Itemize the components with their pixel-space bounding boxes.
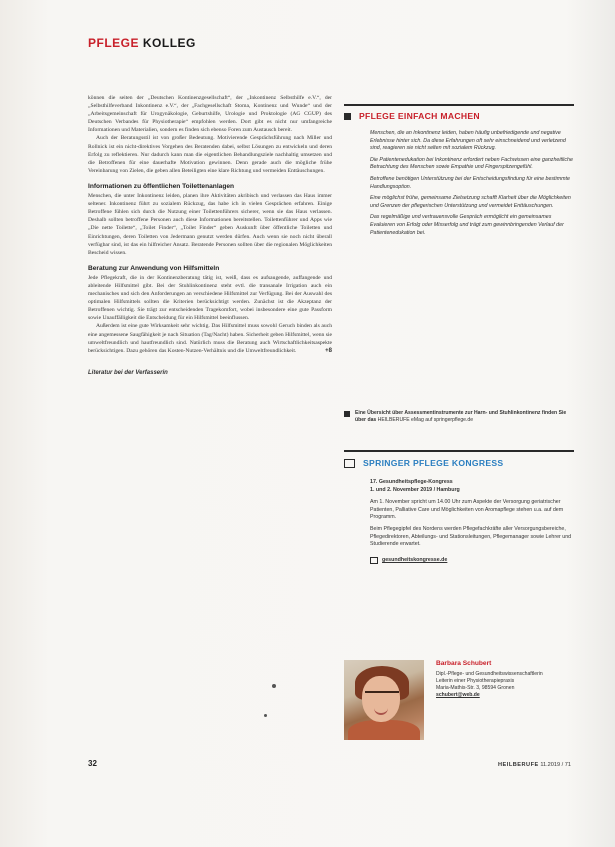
- author-title: Dipl.-Pflege- und Gesundheitswissenschaftlerin: [436, 671, 543, 677]
- author-address: Maria-Mathis-Str. 3, 98594 Gronen: [436, 685, 515, 691]
- author-email[interactable]: schubert@web.de: [436, 692, 480, 698]
- box-item: Betroffene benötigen Unterstützung bei der Entscheidungsfindung für eine bestimmte Handlungsoption.: [370, 175, 570, 190]
- literature-note: Literatur bei der Verfasserin: [88, 369, 168, 376]
- section-title-black: KOLLEG: [142, 36, 196, 50]
- stray-dot: [264, 714, 267, 717]
- photo-shoulders: [348, 720, 420, 740]
- kongress-heading: [344, 458, 503, 468]
- box-item: Die Patientenedukation bei Inkontinenz erfordert neben Fachwissen eine ganzheitliche Betrachtung des Menschen sowie Empathie und Fingerspitzengefühl.: [370, 156, 573, 171]
- web-link-icon: [370, 557, 378, 564]
- box-heading: [344, 111, 480, 121]
- kongress-event-title: 17. Gesundheitspflege-Kongress: [370, 479, 453, 485]
- kongress-event-date: 1. und 2. November 2019 / Hamburg: [370, 486, 460, 493]
- article-paragraph: Auch der Beratungsstil ist von großer Bedeutung. Motivierende Gesprächsführung nach Miller und Rollnick ist ein nicht-direktives Vorgehen des Beratenden dabei, selbst Lösungen zu entwickeln und deren Erfolg zu reflektieren. Nur dadurch kann man die eigentlichen Behandlungsziele nachhaltig umsetzen und die Betroffenen für eine dauerhafte Motivation gewinnen. Denn gerade auch die mögliche frühe Vereinbarung von Zielen, die geben allen Beteiligten eine klare Richtung und vermeiden Enttäuschungen.: [88, 135, 332, 174]
- kongress-heading-text: SPRINGER PFLEGE KONGRESS: [363, 458, 504, 468]
- section-title-red: PFLEGE: [88, 36, 140, 50]
- page-number: 32: [88, 759, 97, 768]
- author-role: Leiterin einer Physiotherapiepraxis: [436, 678, 515, 684]
- kongress-paragraph: Beim Pflegegipfel des Nordens werden Pflegefachkräfte aller Versorgungsbereiche, Pflegedirektoren, Abteilungs- und Stationsleitungen, Pflegemanager sowie Lehrer und Studierende erwartet.: [370, 525, 572, 548]
- kongress-content: [370, 479, 575, 564]
- footer-magazine: [498, 762, 571, 768]
- photo-glasses: [365, 691, 399, 701]
- author-info: [436, 660, 576, 699]
- emag-note: [344, 410, 576, 424]
- stray-dot: [272, 684, 276, 688]
- box-item: Menschen, die an Inkontinenz leiden, haben häufig unbefriedigende und negative Erlebnisse hinter sich. Da diese Erfahrungen oft sehr einschneidend und verletzend sind, reagieren sie nicht selten mit sozialem Rückzug.: [370, 130, 566, 152]
- article-paragraph: Menschen, die unter Inkontinenz leiden, planen ihre Aktivitäten akribisch und verlassen das Haus immer seltener. Inkontinenz führt zu sozialem Rückzug, das habe ich in vielen Gesprächen erfahren. Einige Betroffene fühlen sich durch die Nutzung einer Toilettenführers sicherer, wenn sie das Haus verlassen. Deshalb sollten betroffene Personen auch diese Informationen bereitstellen. Toilettenführer und Apps wie „Die nette Toilette“, „Toilet Finder“, „Toilet Finder“ geben Auskunft über öffentliche Toiletten und Einrichtungen, deren Toiletten von Jedermann genutzt werden dürfen. Auch wenn sie noch nicht überall verfügbar sind, ist das ein hilfreicher Ansatz. Beratende Personen sollten über die regionalen Möglichkeiten Bescheid wissen.: [88, 193, 332, 256]
- main-article: [88, 94, 332, 377]
- magazine-name: HEILBERUFE: [498, 762, 539, 768]
- box-item: Eine möglichst frühe, gemeinsame Zielsetzung schafft Klarheit über die Möglichkeiten und Grenzen der pflegerischen Unterstützung und vermeidet Enttäuschungen.: [370, 195, 571, 209]
- section-title: [88, 36, 196, 50]
- kongress-paragraph: Am 1. November spricht um 14.00 Uhr zum Aspekte der Versorgung geriatrischer Patienten, Palliative Care und Möglichkeiten von Aromapflege stehen u.a. auf dem Programm.: [370, 499, 564, 521]
- event-icon: [344, 459, 355, 468]
- box-content: [370, 130, 575, 241]
- emag-note-link[interactable]: HEILBERUFE eMag auf springerpflege.de: [377, 417, 474, 424]
- kongress-top-rule: [344, 450, 574, 452]
- article-paragraph: [88, 322, 332, 354]
- kongress-link[interactable]: [370, 557, 575, 565]
- magazine-issue: 11.2019 / 71: [540, 762, 572, 768]
- emag-note-text: [355, 410, 576, 424]
- author-name: Barbara Schubert: [436, 660, 492, 667]
- author-photo: [344, 660, 424, 740]
- square-bullet-icon: [344, 411, 350, 417]
- box-top-rule: [344, 104, 574, 106]
- article-paragraph: Jede Pflegekraft, die in der Kontinenzberatung tätig ist, weiß, dass es aufsaugende, auffangende und ableitende Hilfsmittel gibt. Bei der Stuhlinkontinenz steht evtl. die transanale Irrigation auch ein mechanisches und sich den Anforderungen an verschiedene Hilfsmittel zur Verfügung. Bei der Auswahl des optimalen Hilfsmittels sollten die Kriterien berücksichtigt werden. Zunächst ist die Akzeptanz der Betroffenen wichtig. Sie trägt zur entscheidenden Tragekomfort, wobei insbesondere eine gute Passform sowie Unauffälligkeit die Entscheidung für ein Hilfsmittel beeinflussen.: [88, 274, 332, 322]
- article-subheading: Informationen zu öffentlichen Toilettenanlagen: [88, 182, 235, 190]
- box-item: Das regelmäßige und vertrauensvolle Gespräch ermöglicht ein gemeinsames Evaluieren von Erfolg oder Misserfolg und trägt zum gewinnbringenden Verlauf der Patientenedukation bei.: [370, 214, 564, 236]
- end-mark: +8: [325, 347, 332, 354]
- author-box: [344, 660, 576, 740]
- square-bullet-icon: [344, 113, 351, 120]
- kongress-link-text[interactable]: gesundheitskongresse.de: [382, 556, 448, 563]
- article-paragraph-text: Außerdem ist eine gute Wirksamkeit sehr wichtig. Das Hilfsmittel muss sowohl Geruch binden als auch eine angemessene Saugfähigkeit je nach Situation (Tag/Nacht) haben. Sicherheit geben Hilfsmittel, wenn sie umweltfreundlich und hautfreundlich sind. Natürlich muss die Beratung auch Wirtschaftlichkeitsaspekte berücksichtigen. Dazu gehören das Kosten-Nutzen-Verhältnis und die Umweltfreundlichkeit.: [88, 323, 332, 354]
- box-heading-text: PFLEGE EINFACH MACHEN: [359, 111, 480, 121]
- article-paragraph: können die seiten der „Deutschen Kontinenzgesellschaft“, der „Inkontinenz Selbsthilfe e.V.“, der „Selbsthilfeverband Inkontinenz e.V.“, der „Fachgesellschaft Stoma, Kontinenz und Wunde“ und der „Arbeitsgemeinschaft für Urogynäkologie, Geburtshilfe, Urologie und Proktologie (AG CGUP) des Deutschen Verbandes für Physiotherapie“ empfohlen werden. Dort gibt es nicht nur umfangreiche Informationen und Materialien, sondern es finden sich ebenso Foren zum Austausch bereit.: [88, 95, 332, 134]
- emag-note-bold: Eine Übersicht über Assessmentinstrumente zur Harn- und Stuhlinkontinenz finden Sie über das: [355, 410, 567, 424]
- article-subheading: Beratung zur Anwendung von Hilfsmitteln: [88, 264, 220, 272]
